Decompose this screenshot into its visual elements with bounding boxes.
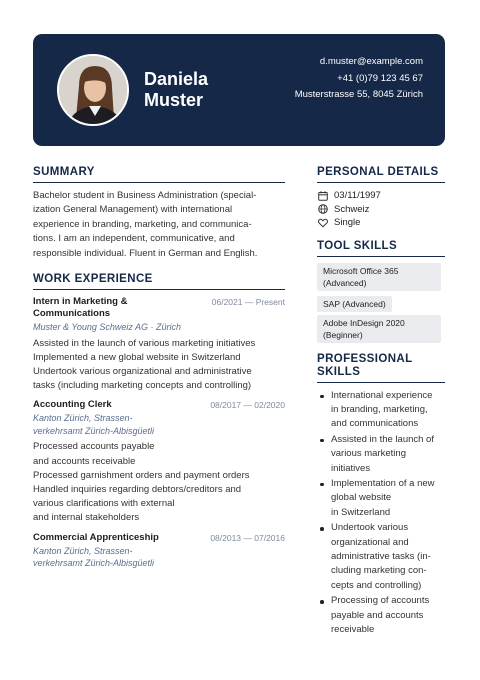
desc-line: various clarifications with external <box>33 498 175 510</box>
birthdate-row <box>317 189 445 203</box>
header-banner <box>33 34 445 146</box>
nationality-value: Schweiz <box>334 203 370 215</box>
skill-line: Processing of accounts <box>331 595 430 607</box>
desc-line: Processed garnishment orders and payment orders <box>33 469 250 481</box>
summary-line: responsible individual. Fluent in German and English. <box>33 247 258 259</box>
address-text: Musterstrasse 55, 8045 Zürich <box>294 89 423 100</box>
tool-tag <box>317 263 441 291</box>
job-title: Accounting Clerk <box>33 399 112 411</box>
job-description <box>33 440 285 525</box>
personal-details-list <box>317 189 445 230</box>
job-entry <box>33 532 285 570</box>
tool-tag <box>317 315 441 343</box>
sidebar-column <box>317 166 445 638</box>
desc-line: Handled inquiries regarding debtors/creditors and <box>33 483 242 495</box>
tool-level: (Beginner) <box>323 329 363 340</box>
personal-details-heading: PERSONAL DETAILS <box>317 166 445 183</box>
skill-line: in branding, marketing, <box>331 403 428 415</box>
desc-line: Assisted in the launch of various marketing initiatives <box>33 337 256 349</box>
desc-line: and internal stakeholders <box>33 512 140 524</box>
desc-line: Undertook various organizational and administrative <box>33 365 252 377</box>
summary-text <box>33 189 285 261</box>
list-item <box>317 477 445 520</box>
summary-line: tions. I am an independent, communicative, and <box>33 233 235 245</box>
globe-icon <box>317 203 329 215</box>
skill-line: initiatives <box>331 462 371 474</box>
desc-line: tasks (including marketing concepts and controlling) <box>33 380 252 392</box>
job-dates: 08/2017 — 02/2020 <box>210 400 285 411</box>
desc-line: Implemented a new global website in Switzerland <box>33 351 241 363</box>
skill-line: cluding marketing con- <box>331 565 427 577</box>
list-item <box>317 521 445 593</box>
list-item <box>317 594 445 637</box>
skill-line: and communications <box>331 418 419 430</box>
job-company <box>33 412 285 437</box>
list-item <box>317 389 445 432</box>
skill-line: global website <box>331 492 392 504</box>
job-company <box>33 545 285 570</box>
summary-heading: SUMMARY <box>33 166 285 183</box>
status-value: Single <box>334 217 361 228</box>
job-dates: 06/2021 — Present <box>211 297 285 308</box>
skill-line: Assisted in the launch of <box>331 433 434 445</box>
profile-photo <box>59 56 129 126</box>
skill-line: in Switzerland <box>331 506 391 518</box>
skill-line: various marketing <box>331 448 406 460</box>
heart-icon <box>317 217 329 229</box>
summary-line: ization General Management) with international <box>33 204 233 216</box>
skill-line: payable and accounts <box>331 609 424 621</box>
heading-line: SKILLS <box>317 365 361 378</box>
tool-level: (Advanced) <box>323 277 367 288</box>
nationality-row <box>317 203 445 217</box>
tool-label: SAP (Advanced) <box>323 298 386 309</box>
skill-line: Undertook various <box>331 522 409 534</box>
professional-skills-heading <box>317 353 445 383</box>
first-name: Daniela <box>144 69 209 89</box>
job-title: Intern in Marketing & Communications <box>33 296 128 320</box>
company-line: Kanton Zürich, Strassen- <box>33 413 133 424</box>
skill-line: cepts and controlling) <box>331 579 422 591</box>
skill-line: Implementation of a new <box>331 477 435 489</box>
status-row <box>317 216 445 230</box>
desc-line: and accounts receivable <box>33 455 136 467</box>
company-line: Kanton Zürich, Strassen- <box>33 545 133 556</box>
list-item <box>317 433 445 476</box>
summary-line: experience in branding, marketing, and communica- <box>33 218 252 230</box>
tool-label: Adobe InDesign 2020 <box>323 317 405 328</box>
desc-line: Processed accounts payable <box>33 441 155 453</box>
company-line: Muster & Young Schweiz AG · Zürich <box>33 322 182 333</box>
email-text[interactable]: d.muster@example.com <box>319 56 423 67</box>
tool-skills-list <box>317 263 445 343</box>
avatar <box>57 54 129 126</box>
contact-block <box>295 54 423 104</box>
job-company <box>33 321 285 334</box>
tool-label: Microsoft Office 365 <box>323 265 399 276</box>
skill-line: organizational and <box>331 536 409 548</box>
calendar-icon <box>317 190 329 202</box>
last-name: Muster <box>144 90 204 110</box>
tool-tag <box>317 296 392 312</box>
job-dates: 08/2013 — 07/2016 <box>210 532 285 543</box>
work-experience-heading: WORK EXPERIENCE <box>33 273 285 290</box>
phone-text[interactable]: +41 (0)79 123 45 67 <box>337 72 423 84</box>
skill-line: receivable <box>331 624 375 635</box>
skill-line: International experience <box>331 389 433 401</box>
professional-skills-list <box>317 389 445 638</box>
company-line: verkehrsamt Zürich-Albisgüetli <box>33 425 155 436</box>
job-entry <box>33 296 285 393</box>
heading-line: PROFESSIONAL <box>317 352 413 365</box>
skill-line: administrative tasks (in- <box>331 550 431 562</box>
company-line: verkehrsamt Zürich-Albisgüetli <box>33 558 155 569</box>
tool-skills-heading: TOOL SKILLS <box>317 240 445 257</box>
summary-line: Bachelor student in Business Administration (special- <box>33 190 257 201</box>
full-name <box>144 69 208 111</box>
job-entry <box>33 399 285 525</box>
job-title: Commercial Apprenticeship <box>33 531 159 543</box>
job-description <box>33 337 285 394</box>
main-column <box>33 166 285 576</box>
birthdate-value: 03/11/1997 <box>334 190 381 201</box>
